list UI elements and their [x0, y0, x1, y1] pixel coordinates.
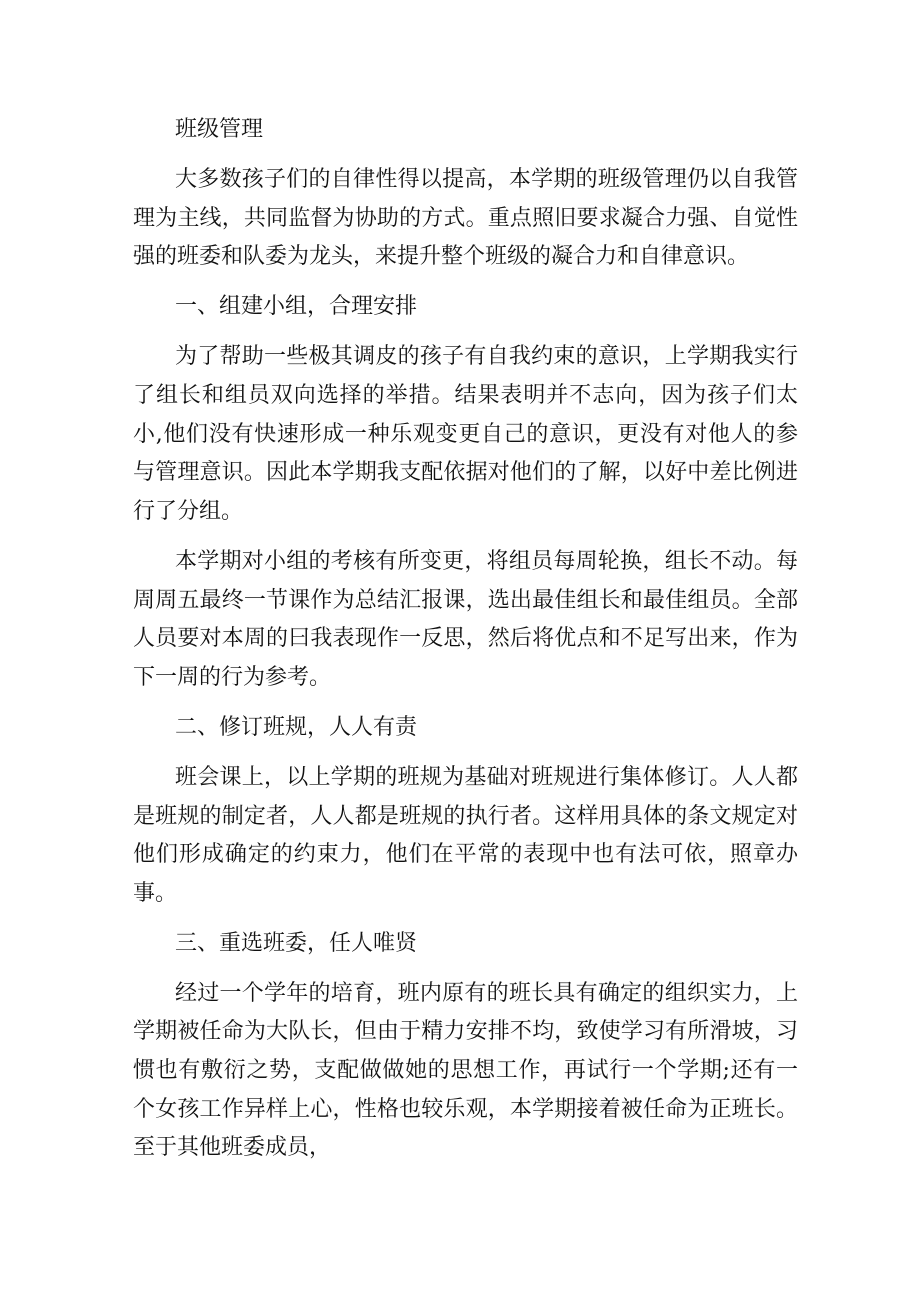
paragraph-groups-assessment: 本学期对小组的考核有所变更，将组员每周轮换，组长不动。每周周五最终一节课作为总结汇报课，选出最佳组长和最佳组员。全部人员要对本周的曰我表现作一反思，然后将优点和不足写出来，作为下一周的行为参考。	[133, 548, 798, 690]
document-body	[133, 111, 798, 1179]
section-heading-class-rules: 二、修订班规，人人有责	[175, 714, 418, 740]
section-heading-groups: 一、组建小组，合理安排	[175, 294, 418, 320]
section-heading-committee: 三、重选班委，任人唯贤	[175, 930, 418, 956]
paragraph-intro: 大多数孩子们的自律性得以提高，本学期的班级管理仍以自我管理为主线，共同监督为协助的方式。重点照旧要求凝合力强、自觉性强的班委和队委为龙头，来提升整个班级的凝合力和自律意识。	[133, 167, 798, 270]
paragraph-committee: 经过一个学年的培育，班内原有的班长具有确定的组织实力，上学期被任命为大队长，但由于精力安排不均，致使学习有所滑坡，习惯也有敷衍之势，支配做做她的思想工作，再试行一个学期;还有一个女孩工作异样上心，性格也较乐观，本学期接着被任命为正班长。至于其他班委成员，	[133, 980, 798, 1161]
paragraph-groups-selection: 为了帮助一些极其调皮的孩子有自我约束的意识，上学期我实行了组长和组员双向选择的举措。结果表明并不志向，因为孩子们太小,他们没有快速形成一种乐观变更自己的意识，更没有对他人的参与管理意识。因此本学期我支配依据对他们的了解，以好中差比例进行了分组。	[133, 344, 798, 524]
section-heading-class-management: 班级管理	[175, 117, 264, 142]
paragraph-class-rules: 班会课上，以上学期的班规为基础对班规进行集体修订。人人都是班规的制定者，人人都是班规的执行者。这样用具体的条文规定对他们形成确定的约束力，他们在平常的表现中也有法可依，照章办事。	[133, 764, 798, 906]
